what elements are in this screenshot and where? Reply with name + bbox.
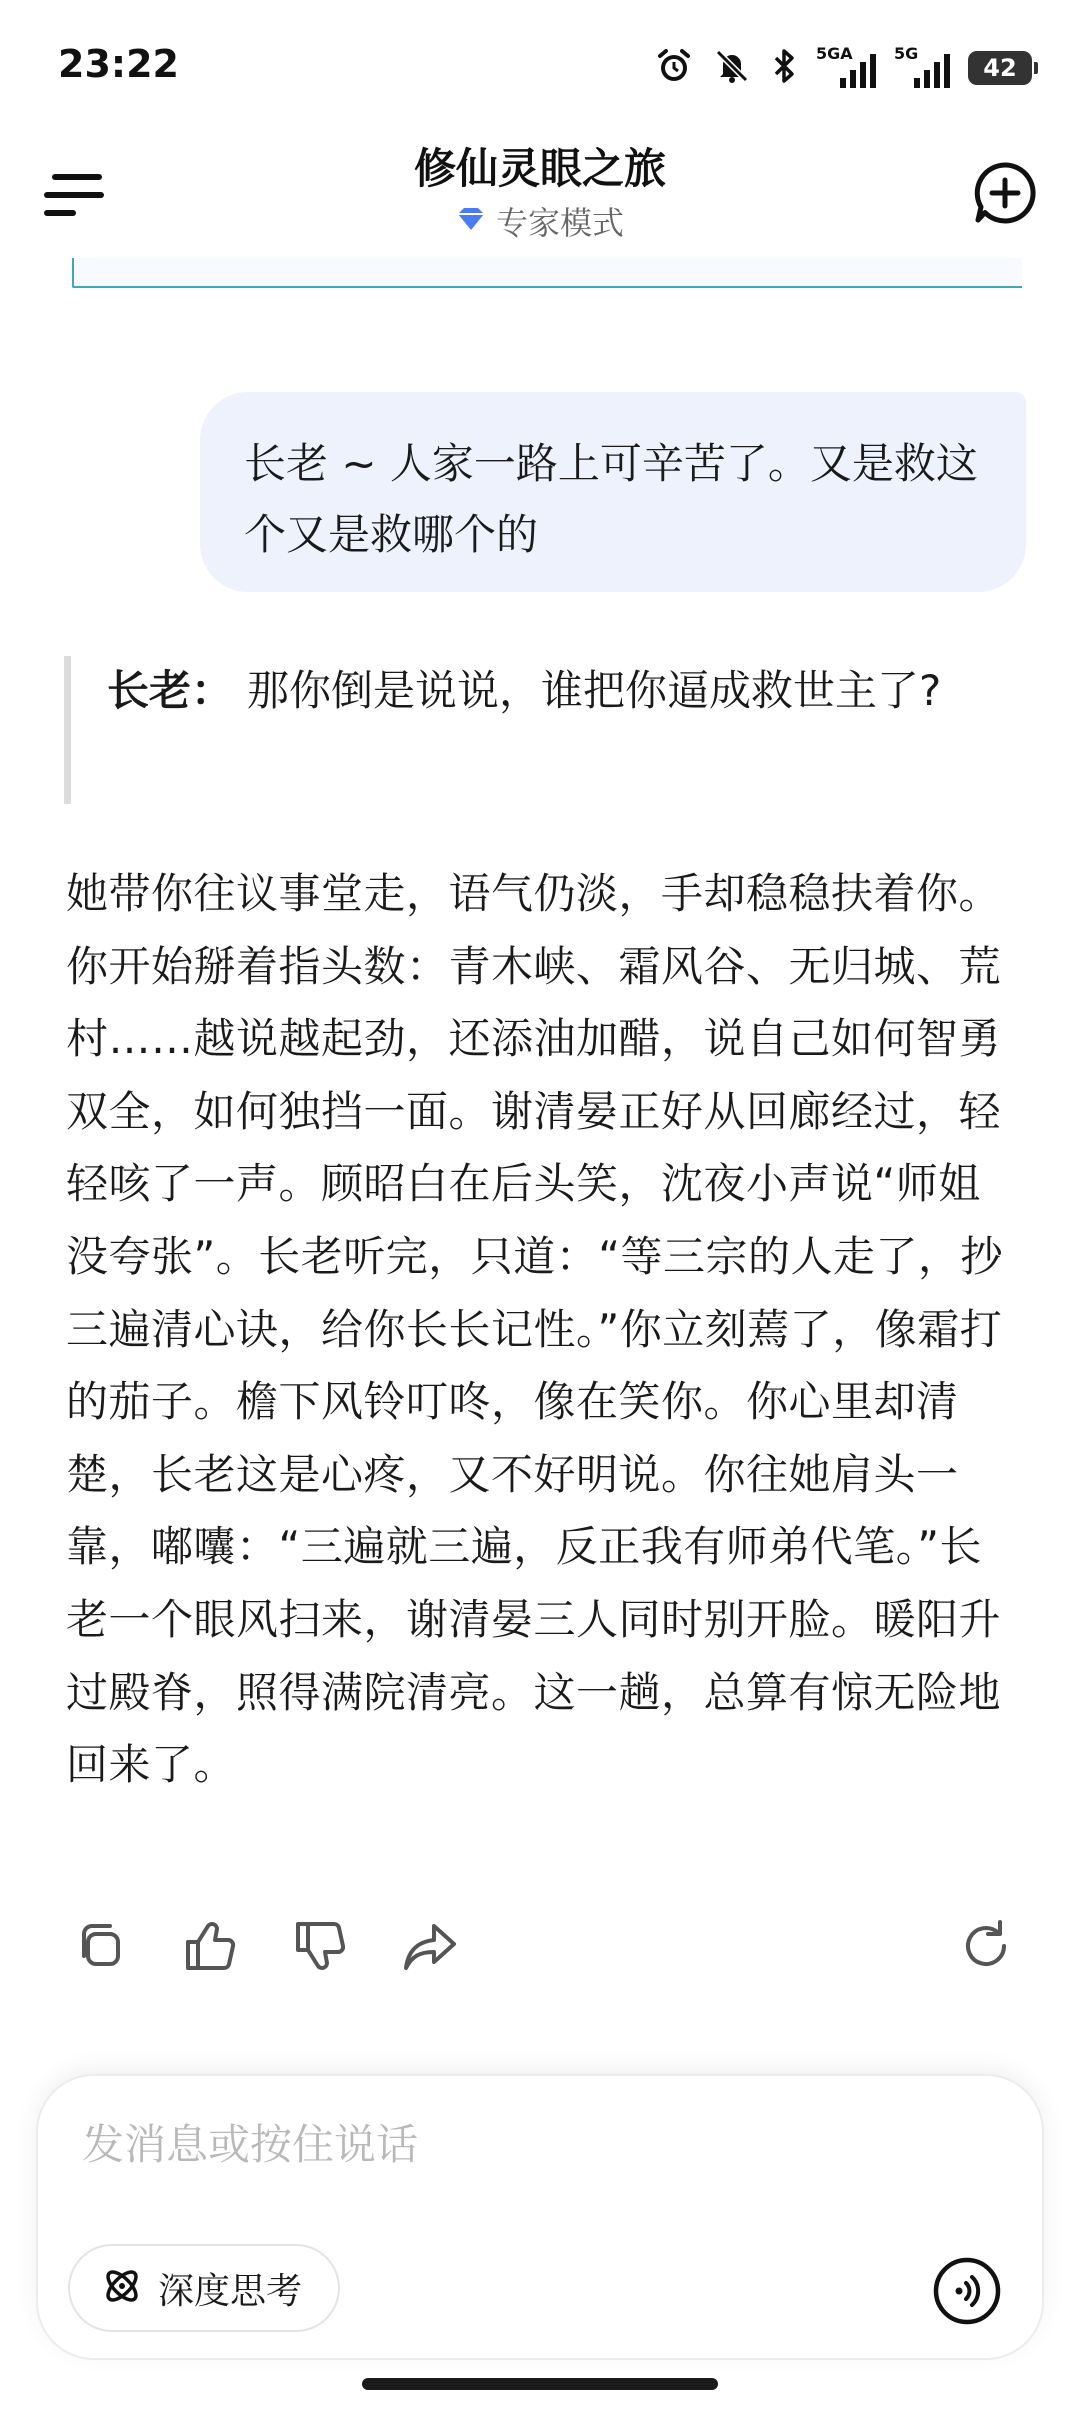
thumbs-up-icon[interactable] bbox=[180, 1916, 240, 1976]
quote-text: 那你倒是说说，谁把你逼成救世主了? bbox=[247, 666, 942, 715]
signal-label: 5GA bbox=[816, 44, 853, 63]
message-input[interactable] bbox=[82, 2114, 882, 2174]
mute-bell-icon bbox=[712, 46, 752, 90]
home-indicator[interactable] bbox=[362, 2378, 718, 2390]
share-icon[interactable] bbox=[400, 1916, 460, 1976]
chat-header bbox=[0, 130, 1080, 260]
deep-think-label: 深度思考 bbox=[158, 2270, 303, 2312]
battery-icon: 42 bbox=[968, 51, 1032, 85]
message-actions bbox=[0, 1916, 1080, 1980]
reply-quote bbox=[64, 656, 1024, 804]
status-time: 23:22 bbox=[58, 42, 179, 86]
status-icons bbox=[654, 44, 1032, 92]
chat-title: 修仙灵眼之旅 bbox=[413, 144, 666, 193]
copy-icon[interactable] bbox=[70, 1916, 130, 1976]
signal-icon bbox=[816, 44, 876, 88]
alarm-icon bbox=[654, 46, 694, 90]
regenerate-icon[interactable] bbox=[956, 1916, 1016, 1976]
voice-input-button[interactable] bbox=[932, 2256, 1002, 2326]
bluetooth-icon bbox=[770, 46, 798, 90]
signal-icon bbox=[894, 44, 950, 88]
thumbs-down-icon[interactable] bbox=[290, 1916, 350, 1976]
quote-speaker: 长老： bbox=[107, 666, 234, 715]
diamond-icon bbox=[456, 206, 486, 236]
message-composer bbox=[36, 2074, 1044, 2360]
deep-think-button[interactable] bbox=[68, 2244, 340, 2332]
signal-label: 5G bbox=[894, 44, 919, 63]
new-chat-button[interactable] bbox=[970, 158, 1040, 228]
mode-indicator[interactable] bbox=[0, 198, 1080, 244]
status-bar bbox=[0, 0, 1080, 140]
atom-icon bbox=[100, 2264, 144, 2312]
previous-block-edge bbox=[72, 258, 1022, 288]
assistant-reply-text: 她带你往议事堂走，语气仍淡，手却稳稳扶着你。你开始掰着指头数：青木峡、霜风谷、无归城、荒村……越说越起劲，还添油加醋，说自己如何智勇双全，如何独挡一面。谢清晏正好从回廊经过，轻轻咳了一声。顾昭白在后头笑，沈夜小声说“师姐没夸张”。长老听完，只道：“等三宗的人走了，抄三遍清心诀，给你长长记性。”你立刻蔫了，像霜打的茄子。檐下风铃叮咚，像在笑你。你心里却清楚，长老这是心疼，又不好明说。你往她肩头一靠，嘟囔：“三遍就三遍，反正我有师弟代笔。”长老一个眼风扫来，谢清晏三人同时别开脸。暖阳升过殿脊，照得满院清亮。这一趟，总算有惊无险地回来了。 bbox=[66, 869, 1004, 1790]
user-message-bubble[interactable]: 长老 ~ 人家一路上可辛苦了。又是救这个又是救哪个的 bbox=[200, 392, 1026, 592]
mode-label: 专家模式 bbox=[495, 204, 624, 242]
